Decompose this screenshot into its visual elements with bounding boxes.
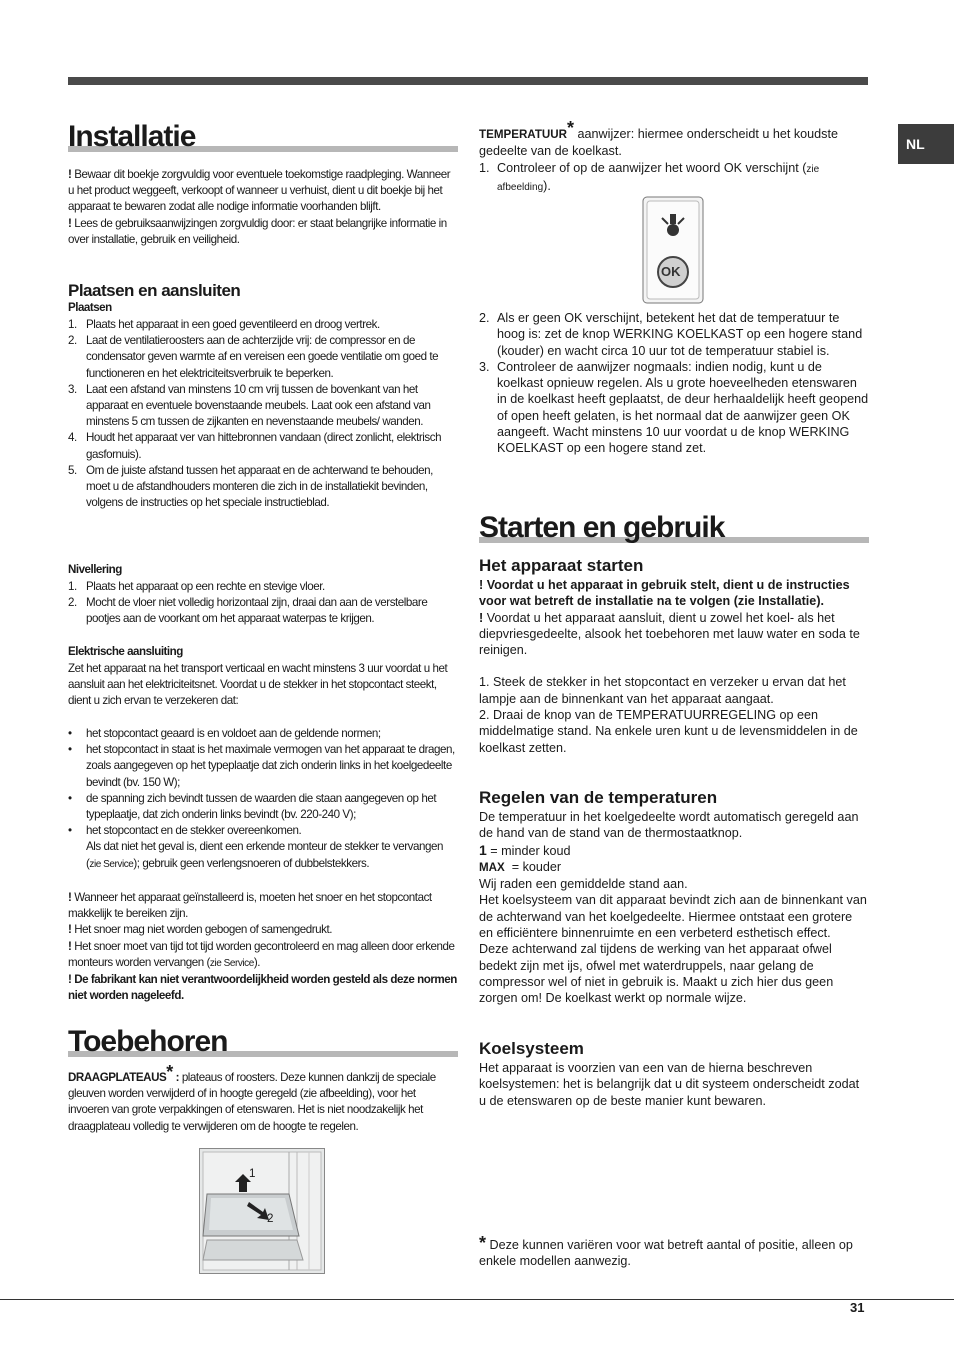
elektrisch-bullets [68,726,458,873]
list-item: 3. Controleer de aanwijzer nogmaals: indien nodig, kunt u de koelkast opnieuw regelen. Als u grote hoeveelheden etenswaren in de koelkast heeft geplaatst, de deur herhaaldelijk heeft geopend of open heeft gelaten, is het normaal dat de aanwijzer geen OK aangeeft. Wacht minstens 10 uur voordat u de knop WERKING KOELKAST op een hogere stand zet. [479,359,869,456]
plaatsen-subheading: Plaatsen [68,301,112,314]
elektrisch-intro: Zet het apparaat na het transport verticaal en wacht minstens 3 uur voordat u het aansluit aan het elektriciteitsnet. Voordat u de stekker in het stopcontact steekt, dient u zich ervan te verzekeren dat: [68,662,448,708]
intro-paragraph-2: Lees de gebruiksaanwijzingen zorgvuldig door: er staat belangrijke informatie in over installatie, gebruik en veiligheid. [68,216,447,246]
warning-mark: ! [68,168,72,181]
footnote: * Deze kunnen variëren voor wat betreft aantal of positie, alleen op enkele modellen aanwezig. [479,1233,853,1269]
installatie-title: Installatie [68,120,196,153]
plaatsen-heading: Plaatsen en aansluiten [68,281,241,300]
warning-mark: ! [68,216,72,230]
page-number: 31 [850,1300,865,1315]
figure-label: 1 [249,1167,255,1180]
plaatsen-list [68,317,458,511]
list-item: 2. Laat de ventilatieroosters aan de achterzijde vrij: de compressor en de condensator geven warmte af en vereisen een goede ventilatie om goed te functioneren en het elektriciteitsverbruik te beperken. [68,334,439,380]
shelf-illustration [199,1148,325,1274]
regelen-heading: Regelen van de temperaturen [479,788,718,807]
intro-paragraph-1: Bewaar dit boekje zorgvuldig voor eventuele toekomstige raadpleging. Wanneer u het product weggeeft, verkoopt of wanneer u verhuist, dient u dit boekje bij het apparaat te bewaren zodat alle nodige informatie voorhanden blijft. [68,168,451,214]
footer-rule [0,1299,954,1300]
list-item: 2. Mocht de vloer niet volledig horizontaal zijn, draai dan aan de verstelbare pootjes aan de voorkant om het apparaat waterpas te krijgen. [68,596,428,626]
list-item: • het stopcontact en de stekker overeenkomen. [68,824,302,838]
top-rule [68,77,868,85]
regelen-text: De temperatuur in het koelgedeelte wordt automatisch geregeld aan de hand van de stand van de thermostaatknop. 1 = minder koud MAX = kouder Wij raden een gemiddelde stand aan. Het koelsysteem van dit apparaat bevindt zich aan de binnenkant van de achterwand van het koelgedeelte. Hiermee ontstaat een grotere en efficiëntere binnenruimte en een verbeterd esthetisch effect. Deze achterwand zal tijdens de werking van het apparaat ofwel bedekt zijn met ijs, ofwel met waterdruppels, naar gelang de compressor wel of niet in gebruik is. Maakt u zich hier dus geen zorgen om! De koelkast werkt op normale wijze. [479,810,867,1006]
koelsysteem-text: Het apparaat is voorzien van een van de hierna beschreven koelsystemen: het is belangrijk dat u dit systeem onderscheidt zodat u de etenswaren op de beste manier kunt bewaren. [479,1061,860,1108]
koelsysteem-heading: Koelsysteem [479,1039,584,1058]
language-tab: NL [898,124,954,164]
temperatuur-intro: TEMPERATUUR* aanwijzer: hiermee onderscheidt u het koudste gedeelte van de koelkast. 1. Controleer of op de aanwijzer het woord OK verschijnt (zie afbeelding). [479,124,869,196]
temperature-indicator-illustration [642,196,704,304]
list-item-followup: Als dat niet het geval is, dient een erkende monteur de stekker te vervangen (zie Service); gebruik geen verlengsnoeren of dubbelstekkers. [86,840,444,870]
list-item: 1. Controleer of op de aanwijzer het woord OK verschijnt (zie afbeelding). [479,160,820,193]
ok-indicator-figure [642,196,704,304]
figure-label: 2 [267,1212,273,1225]
toebehoren-title: Toebehoren [68,1025,228,1058]
installatie-intro [68,167,458,248]
shelf-figure [199,1148,325,1274]
nivellering-subheading: Nivellering [68,563,122,576]
installatie-warnings: ! Wanneer het apparaat geïnstalleerd is, moeten het snoer en het stopcontact makkelijk te bereiken zijn. ! Het snoer mag niet worden gebogen of samengedrukt. ! Het snoer moet van tijd tot tijd worden gecontroleerd en mag alleen door erkende monteurs worden vervangen (zie Service). ! De fabrikant kan niet verantwoordelijkheid worden gesteld als deze normen niet worden nageleefd. [68,891,457,1003]
toebehoren-text: DRAAGPLATEAUS* : plateaus of roosters. Deze kunnen dankzij de speciale gleuven worden verwijderd of in hoogte geregeld (zie afbeelding), voor het invoeren van grote verpakkingen of etenswaren. Het is niet noodzakelijk het draagplateau volledig te verwijderen om de hoogte te regelen. [68,1062,436,1133]
list-item: 2. Als er geen OK verschijnt, betekent het dat de temperatuur te hoog is: zet de knop WERKING KOELKAST op een hogere stand (kouder) en wacht circa 10 uur tot de temperatuur stabiel is. [479,311,863,358]
list-item: 4. Houdt het apparaat ver van hittebronnen vandaan (direct zonlicht, elektrisch gasfornuis). [68,431,442,461]
starten-text: ! Voordat u het apparaat in gebruik stelt, dient u de instructies voor wat betreft de installatie na te volgen (zie Installatie). ! Voordat u het apparaat aansluit, dient u zowel het koel- als het diepvriesgedeelte, alsook het toebehoren met lauw water en soda te reinigen. 1. Steek de stekker in het stopcontact en verzeker u ervan dat het lampje aan de binnenkant van het apparaat aangaat. 2. Draai de knop van de TEMPERATUURREGELING op een middelmatige stand. Na enkele uren kunt u de levensmiddelen in de koelkast zetten. [479,578,860,755]
nivellering-list [68,579,458,628]
elektrisch-subheading: Elektrische aansluiting [68,645,183,658]
list-item: • het stopcontact in staat is het maximale vermogen van het apparaat te dragen, zoals aangegeven op het typeplaatje dat zich onderin links in het koelgedeelte bevindt (bv. 150 W); [68,743,455,789]
list-item: 3. Laat een afstand van minstens 10 cm vrij tussen de bovenkant van het apparaat en eventuele bovenstaande meubels. Laat ook een afstand van minstens 5 cm tussen de zijkanten en nevenstaande meubels/ wanden. [68,382,431,429]
list-item: • het stopcontact geaard is en voldoet aan de geldende normen; [68,727,381,740]
ok-label: OK [661,264,681,279]
list-item: 1. Plaats het apparaat op een rechte en stevige vloer. [68,580,325,593]
het-apparaat-starten-heading: Het apparaat starten [479,556,644,575]
temperatuur-list [479,310,869,457]
list-item: • de spanning zich bevindt tussen de waarden die staan aangegeven op het typeplaatje, dat zich onderin links bevindt (bv. 220-240 V); [68,791,437,822]
list-item: 1. Plaats het apparaat in een goed geventileerd en droog vertrek. [68,318,380,331]
list-item: 5. Om de juiste afstand tussen het apparaat en de achterwand te behouden, moet u de afstandhouders monteren die zich in de installatiekit bevinden, volgens de instructies op het speciale instructieblad. [68,463,433,510]
starten-title: Starten en gebruik [479,511,725,544]
